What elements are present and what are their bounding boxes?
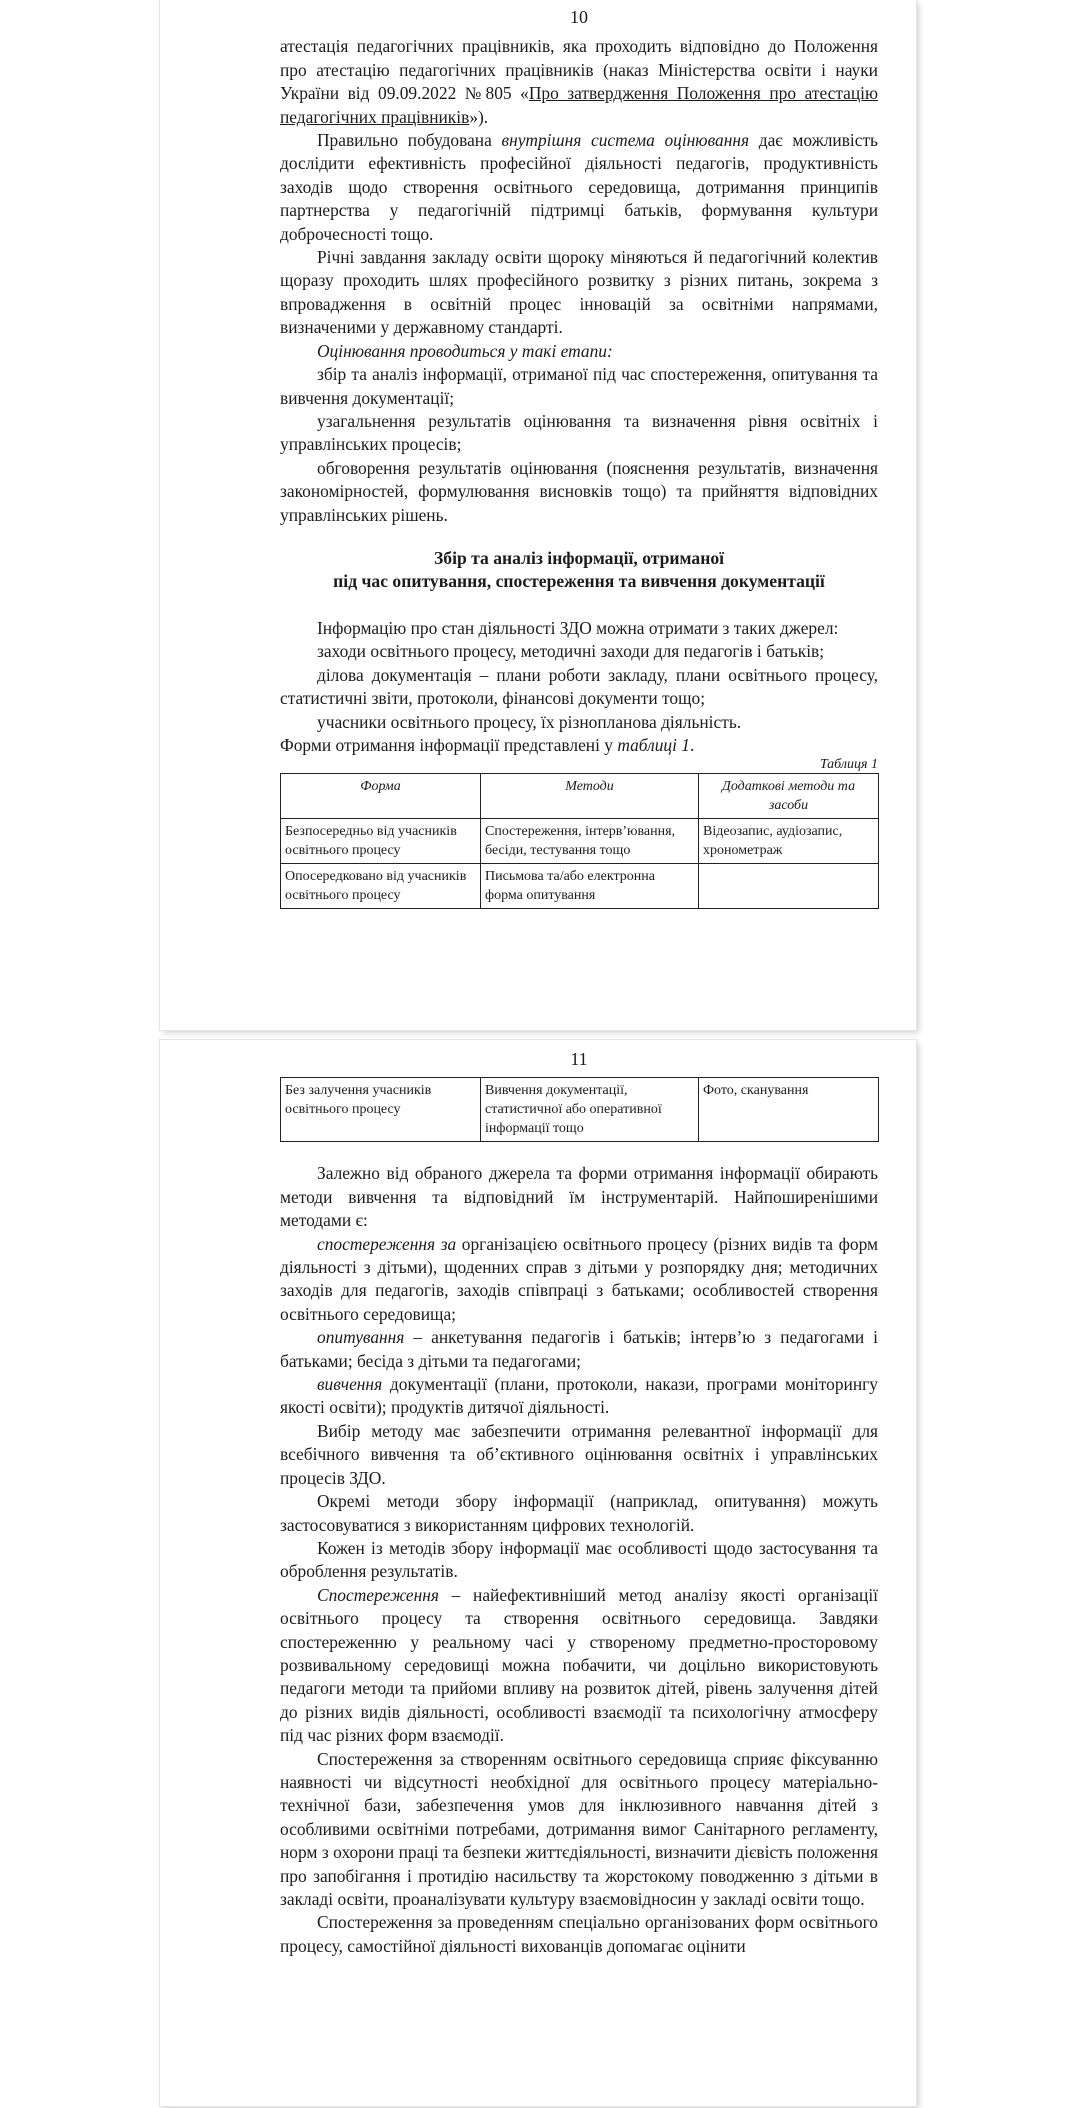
text: »). (469, 106, 489, 127)
table-header-row (281, 774, 879, 819)
text: атестація педагогічних працівників, яка проходить відповідно до Положення про атестацію педагогічних працівників (наказ Міністерства освіти і науки України від 09.09.2022 №805 « (280, 36, 878, 104)
table-cell: Відеозапис, аудіозапис, хронометраж (699, 819, 879, 864)
table-cell: Безпосередньо від учасників освітнього процесу (281, 819, 481, 864)
info-forms-table-continued (280, 1077, 879, 1142)
paragraph-internal-system (280, 129, 878, 246)
text: Правильно побудована (317, 130, 502, 151)
method-study (280, 1373, 878, 1420)
method-survey (280, 1326, 878, 1373)
paragraph-methods-intro: Залежно від обраного джерела та форми отримання інформації обирають методи вивчення та відповідний їм інструментарій. Найпоширенішими методами є: (280, 1163, 878, 1231)
emphasis: таблиці 1 (617, 734, 690, 755)
text: документації (плани, протоколи, накази, програми моніторингу якості освіти); продуктів дитячої діяльності. (280, 1374, 878, 1418)
heading-line: Збір та аналіз інформації, отриманої (433, 547, 725, 568)
paragraph-table-ref (280, 734, 878, 757)
document-page-11 (160, 1040, 916, 2106)
page-content (280, 1048, 878, 1958)
table-cell: Вивчення документації, статистичної або оперативної інформації тощо (481, 1078, 699, 1142)
emphasis: спостереження за (317, 1233, 457, 1254)
table-row (281, 819, 879, 864)
text: . (689, 734, 695, 755)
table-header-cell: Методи (481, 774, 699, 819)
stage-item-1: збір та аналіз інформації, отриманої під час спостереження, опитування та вивчення документації; (280, 364, 878, 408)
paragraph-attestation (280, 35, 878, 129)
emphasis: вивчення (317, 1374, 383, 1395)
table-row (281, 1078, 879, 1142)
source-item-2: ділова документація – плани роботи закладу, плани освітнього процесу, статистичні звіти, протоколи, фінансові документи тощо; (280, 664, 878, 709)
table-header-cell: Додаткові методи та засоби (699, 774, 879, 819)
paragraph-special-forms: Спостереження за проведенням спеціально організованих форм освітнього процесу, самостійної діяльності вихованців допомагає оцінити (280, 1912, 878, 1956)
emphasis: внутрішня система оцінювання (501, 130, 750, 151)
paragraph-observation (280, 1584, 878, 1748)
paragraph-annual-tasks: Річні завдання закладу освіти щороку міняються й педагогічний колектив щоразу проходить шлях професійного розвитку з різних питань, зокрема з впровадження в освітній процес інновацій за освітніми напрямами, визначеними у державному стандарті. (280, 247, 878, 338)
document-page-10 (160, 0, 916, 1030)
table-cell: Письмова та/або електронна форма опитування (481, 864, 699, 909)
text: організацією освітнього процесу (різних видів та форм діяльності з дітьми), щоденних справ з дітьми у розпорядку дня; методичних заходів для педагогів, заходів співпраці з батьками; особливостей створення освітнього середовища; (280, 1233, 878, 1324)
source-item-3: учасники освітнього процесу, їх різнопланова діяльність. (317, 711, 742, 732)
stage-item-3: обговорення результатів оцінювання (пояснення результатів, визначення закономірностей, формулювання висновків тощо) та прийняття відповідних управлінських рішень. (280, 457, 878, 525)
page-content (280, 6, 878, 909)
text: Форми отримання інформації представлені у (280, 734, 618, 755)
document-link[interactable]: Про затвердження Положення про атестацію педагогічних працівників (280, 83, 878, 127)
paragraph-digital: Окремі методи збору інформації (наприклад, опитування) можуть застосовуватися з використанням цифрових технологій. (280, 1491, 878, 1535)
method-observation (280, 1233, 878, 1327)
paragraph-stages-title: Оцінювання проводиться у такі етапи: (317, 340, 613, 361)
text: – анкетування педагогів і батьків; інтерв’ю з педагогами і батьками; бесіда з дітьми та педагогами; (280, 1327, 878, 1371)
page-number: 11 (570, 1049, 588, 1069)
paragraph-method-choice: Вибір методу має забезпечити отримання релевантної інформації для всебічного вивчення та об’єктивного оцінювання освітніх і управлінських процесів ЗДО. (280, 1420, 878, 1488)
page-number: 10 (570, 7, 588, 27)
table-cell: Фото, сканування (699, 1078, 879, 1142)
source-item-1: заходи освітнього процесу, методичні заходи для педагогів і батьків; (317, 641, 825, 662)
emphasis: Спостереження (317, 1584, 439, 1605)
table-cell: Спостереження, інтерв’ювання, бесіди, тестування тощо (481, 819, 699, 864)
stage-item-2: узагальнення результатів оцінювання та визначення рівня освітніх і управлінських процесів; (280, 410, 878, 455)
text: дає можливість дослідити ефективність професійної діяльності педагогів, продуктивність заходів щодо створення освітнього середовища, дотримання принципів партнерства у педагогічній підтримці батьків, формування культури доброчесності тощо. (280, 130, 878, 244)
paragraph-features: Кожен із методів збору інформації має особливості щодо застосування та оброблення результатів. (280, 1537, 878, 1582)
paragraph-sources: Інформацію про стан діяльності ЗДО можна отримати з таких джерел: (317, 617, 839, 638)
text: – найефективніший метод аналізу якості організації освітнього процесу та створення освітнього середовища. Завдяки спостереженню у реальному часі у створеному предметно-просторовому розвивальному середовищі можна побачити, чи доцільно використовують педагоги методи та прийоми впливу на розвиток дітей, рівень залучення дітей до різних видів діяльності, особливості взаємодії та психологічну атмосферу під час різних форм взаємодії. (280, 1584, 878, 1746)
heading-line: під час опитування, спостереження та вивчення документації (333, 570, 825, 591)
emphasis: опитування (317, 1327, 405, 1348)
table-cell (699, 864, 879, 909)
paragraph-environment: Спостереження за створенням освітнього середовища сприяє фіксуванню наявності чи відсутності необхідної для освітнього процесу матеріально-технічної бази, забезпечення умов для інклюзивного навчання дітей з особливими освітніми потребами, дотримання вимог Санітарного регламенту, норм з охорони праці та безпеки життєдіяльності, визначити дієвість положення про запобігання і протидію насильству та жорстокому поводженню з дітьми в закладі освіти, проаналізувати культуру взаємовідносин у закладі освіти тощо. (280, 1748, 878, 1909)
table-cell: Опосередковано від учасників освітнього процесу (281, 864, 481, 909)
section-heading (280, 547, 878, 593)
info-forms-table (280, 773, 879, 909)
table-header-cell: Форма (281, 774, 481, 819)
table-row (281, 864, 879, 909)
table-cell: Без залучення учасників освітнього процесу (281, 1078, 481, 1142)
table-caption: Таблиця 1 (819, 757, 878, 773)
